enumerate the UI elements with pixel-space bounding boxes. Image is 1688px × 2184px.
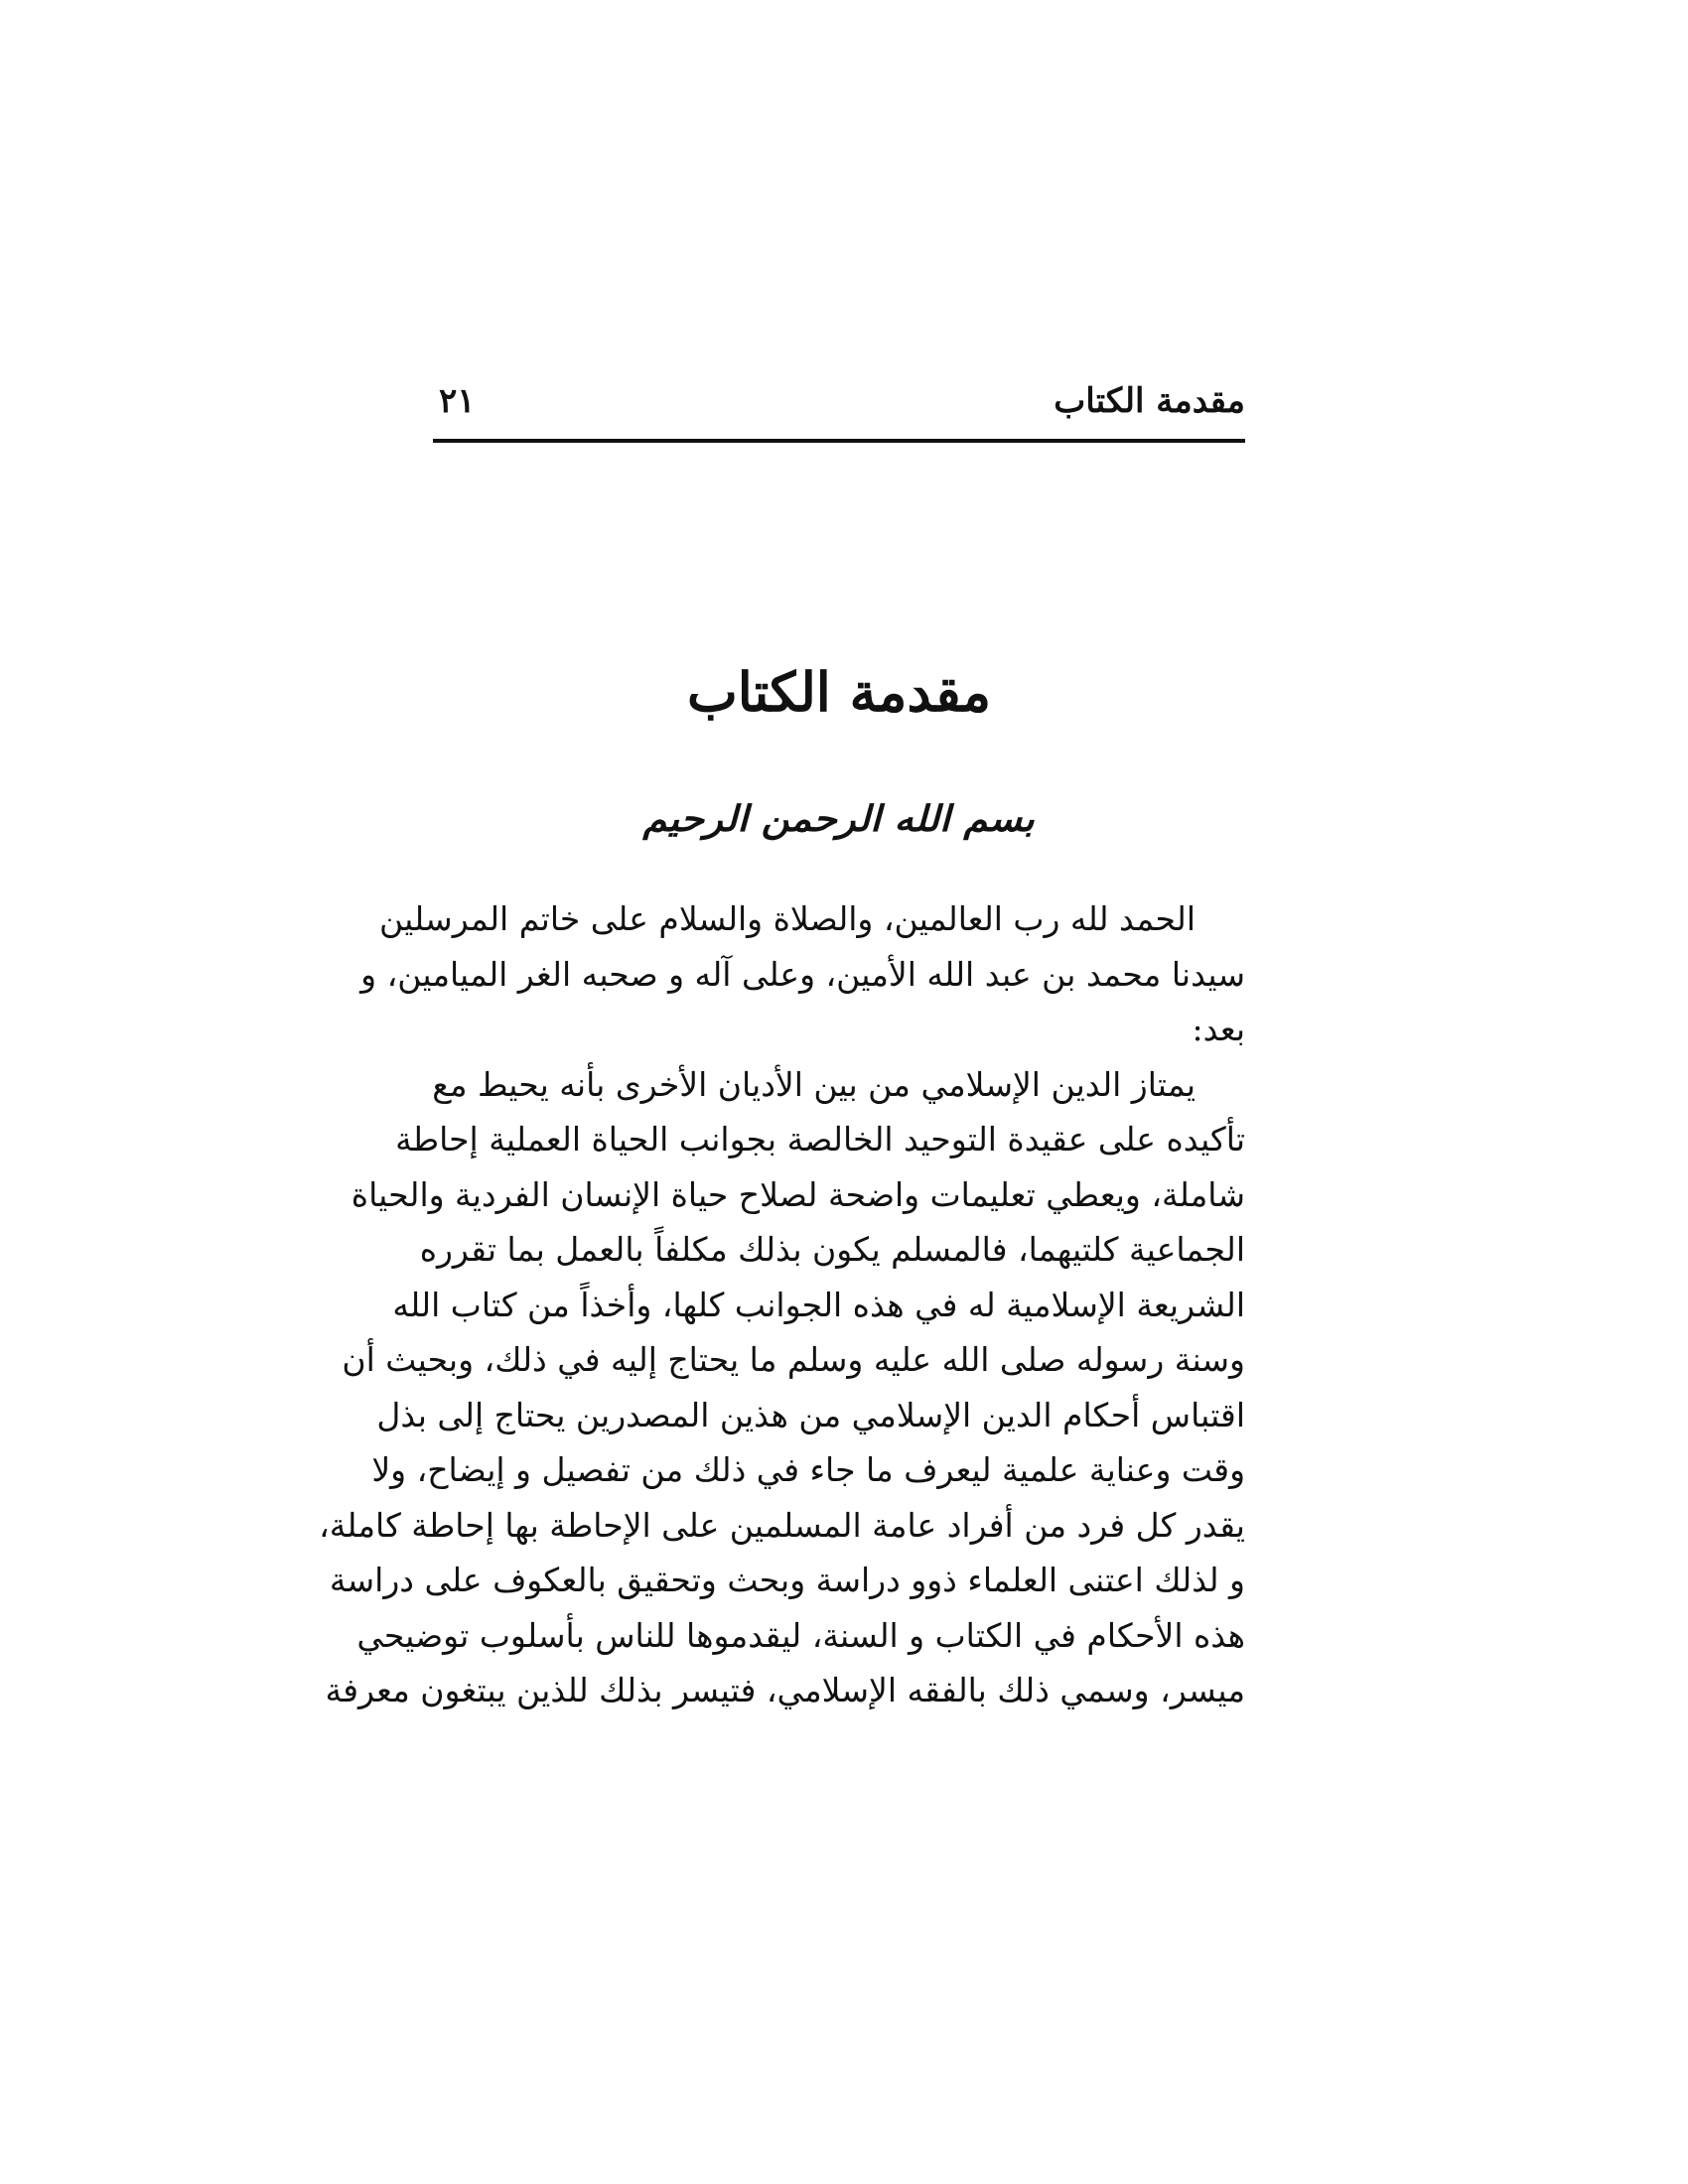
main-paragraph (319, 1057, 1245, 1718)
text-line: و لذلك اعتنى العلماء ذوو دراسة وبحث وتحقيق بالعكوف على دراسة (329, 1561, 1245, 1599)
text-line: سيدنا محمد بن عبد الله الأمين، وعلى آله و صحبه الغر الميامين، و (360, 954, 1245, 994)
text-line: يقدر كل فرد من أفراد عامة المسلمين على الإحاطة بها إحاطة كاملة، (319, 1505, 1245, 1545)
text-line: شاملة، ويعطي تعليمات واضحة لصلاح حياة الإنسان الفردية والحياة (351, 1174, 1245, 1214)
text-line: وقت وعناية علمية ليعرف ما جاء في ذلك من تفصيل و إيضاح، ولا (371, 1450, 1245, 1489)
text-line: الجماعية كلتيهما، فالمسلم يكون بذلك مكلفاً بالعمل بما تقرره (419, 1230, 1245, 1269)
text-line: هذه الأحكام في الكتاب و السنة، ليقدموها للناس بأسلوب توضيحي (356, 1615, 1245, 1655)
text-line: ميسر، وسمي ذلك بالفقه الإسلامي، فتيسر بذلك للذين يبتغون معرفة (325, 1671, 1245, 1709)
page-number: ٢١ (439, 381, 476, 421)
text-line: بعد: (1192, 1010, 1245, 1048)
body-text (319, 891, 1245, 1718)
text-line: تأكيده على عقيدة التوحيد الخالصة بجوانب الحياة العملية إحاطة (395, 1120, 1245, 1159)
text-line: وسنة رسوله صلى الله عليه وسلم ما يحتاج إليه في ذلك، وبحيث أن (342, 1340, 1245, 1379)
text-line: اقتباس أحكام الدين الإسلامي من هذين المصدرين يحتاج إلى بذل (376, 1395, 1245, 1434)
running-header (433, 377, 1245, 443)
chapter-title: مقدمة الكتاب (686, 660, 992, 724)
text-line: الحمد لله رب العالمين، والصلاة والسلام على خاتم المرسلين (379, 899, 1196, 938)
running-title: مقدمة الكتاب (1054, 381, 1245, 421)
basmala-calligraphy (433, 784, 1245, 854)
text-line: يمتاز الدين الإسلامي من بين الأديان الأخرى بأنه يحيط مع (432, 1064, 1196, 1104)
text-line: الشريعة الإسلامية له في هذه الجوانب كلها، وأخذاً من كتاب الله (392, 1285, 1245, 1324)
basmala-text: بسم الله الرحمن الرحيم (642, 798, 1036, 840)
opening-paragraph (360, 891, 1245, 1057)
